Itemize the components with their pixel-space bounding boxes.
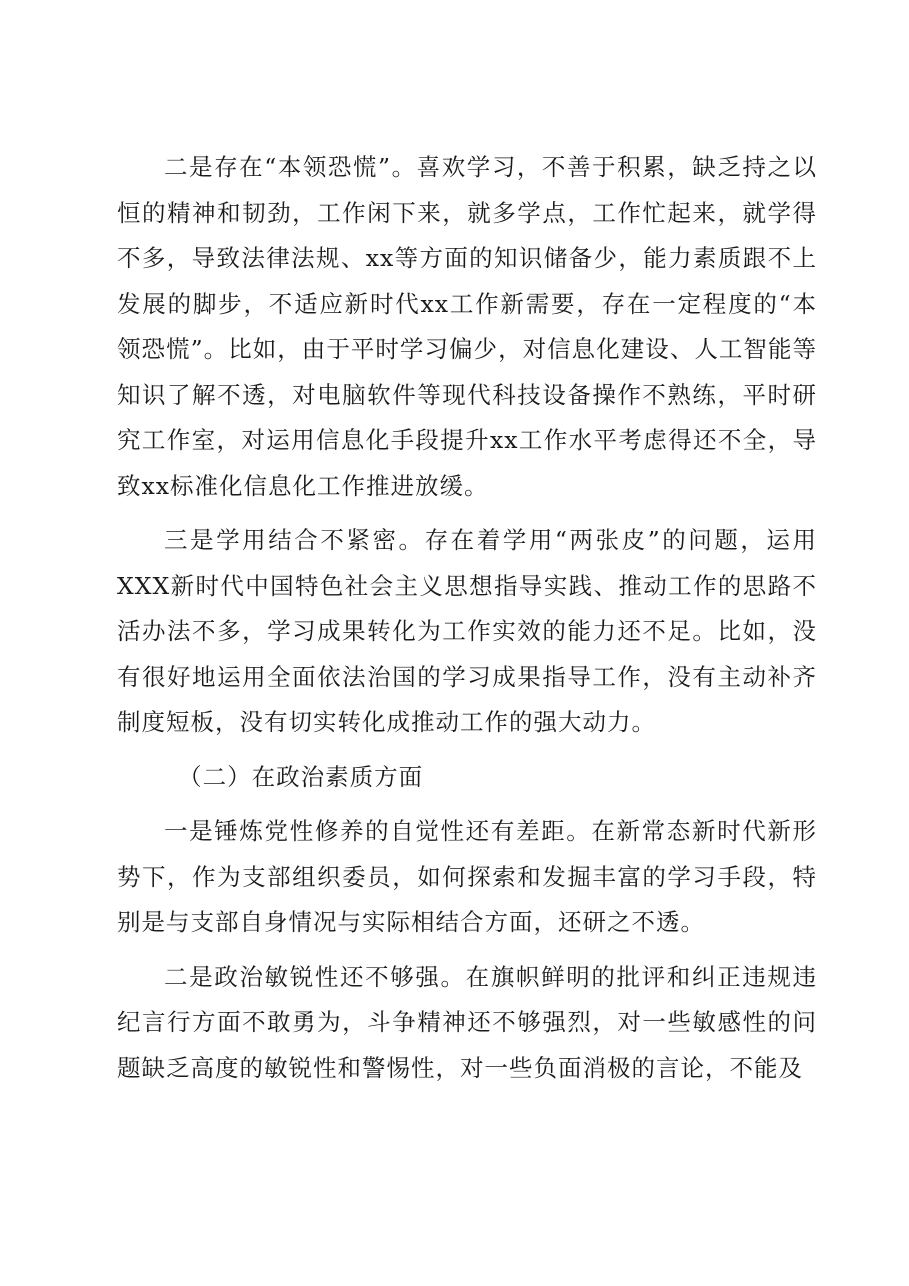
document-body (117, 145, 817, 1091)
paragraph-zheng-zhi-min-rui-xing: 二是政治敏锐性还不够强。在旗帜鲜明的批评和纠正违规违纪言行方面不敢勇为，斗争精神还不够强烈，对一些敏感性的问题缺乏高度的敏锐性和警惕性，对一些负面消极的言论，不能及 (117, 962, 817, 1082)
paragraph-dang-xing-xiu-yang: 一是锤炼党性修养的自觉性还有差距。在新常态新时代新形势下，作为支部组织委员，如何探索和发掘丰富的学习手段，特别是与支部自身情况与实际相结合方面，还研之不透。 (117, 817, 817, 936)
paragraph-xue-yong-jie-he: 三是学用结合不紧密。存在着学用“两张皮”的问题，运用XXX新时代中国特色社会主义思想指导实践、推动工作的思路不活办法不多，学习成果转化为工作实效的能力还不足。比如，没有很好地运用全面依法治国的学习成果指导工作，没有主动补齐制度短板，没有切实转化成推动工作的强大动力。 (117, 526, 817, 736)
section-heading-political-quality: （二）在政治素质方面 (178, 762, 424, 791)
paragraph-ben-ling-kong-huang: 二是存在“本领恐慌”。喜欢学习，不善于积累，缺乏持之以恒的精神和韧劲，工作闲下来，就多学点，工作忙起来，就学得不多，导致法律法规、xx等方面的知识储备少，能力素质跟不上发展的脚步，不适应新时代xx工作新需要，存在一定程度的“本领恐慌”。比如，由于平时学习偏少，对信息化建设、人工智能等知识了解不透，对电脑软件等现代科技设备操作不熟练，平时研究工作室，对运用信息化手段提升xx工作水平考虑得还不全，导致xx标准化信息化工作推进放缓。 (117, 153, 817, 500)
